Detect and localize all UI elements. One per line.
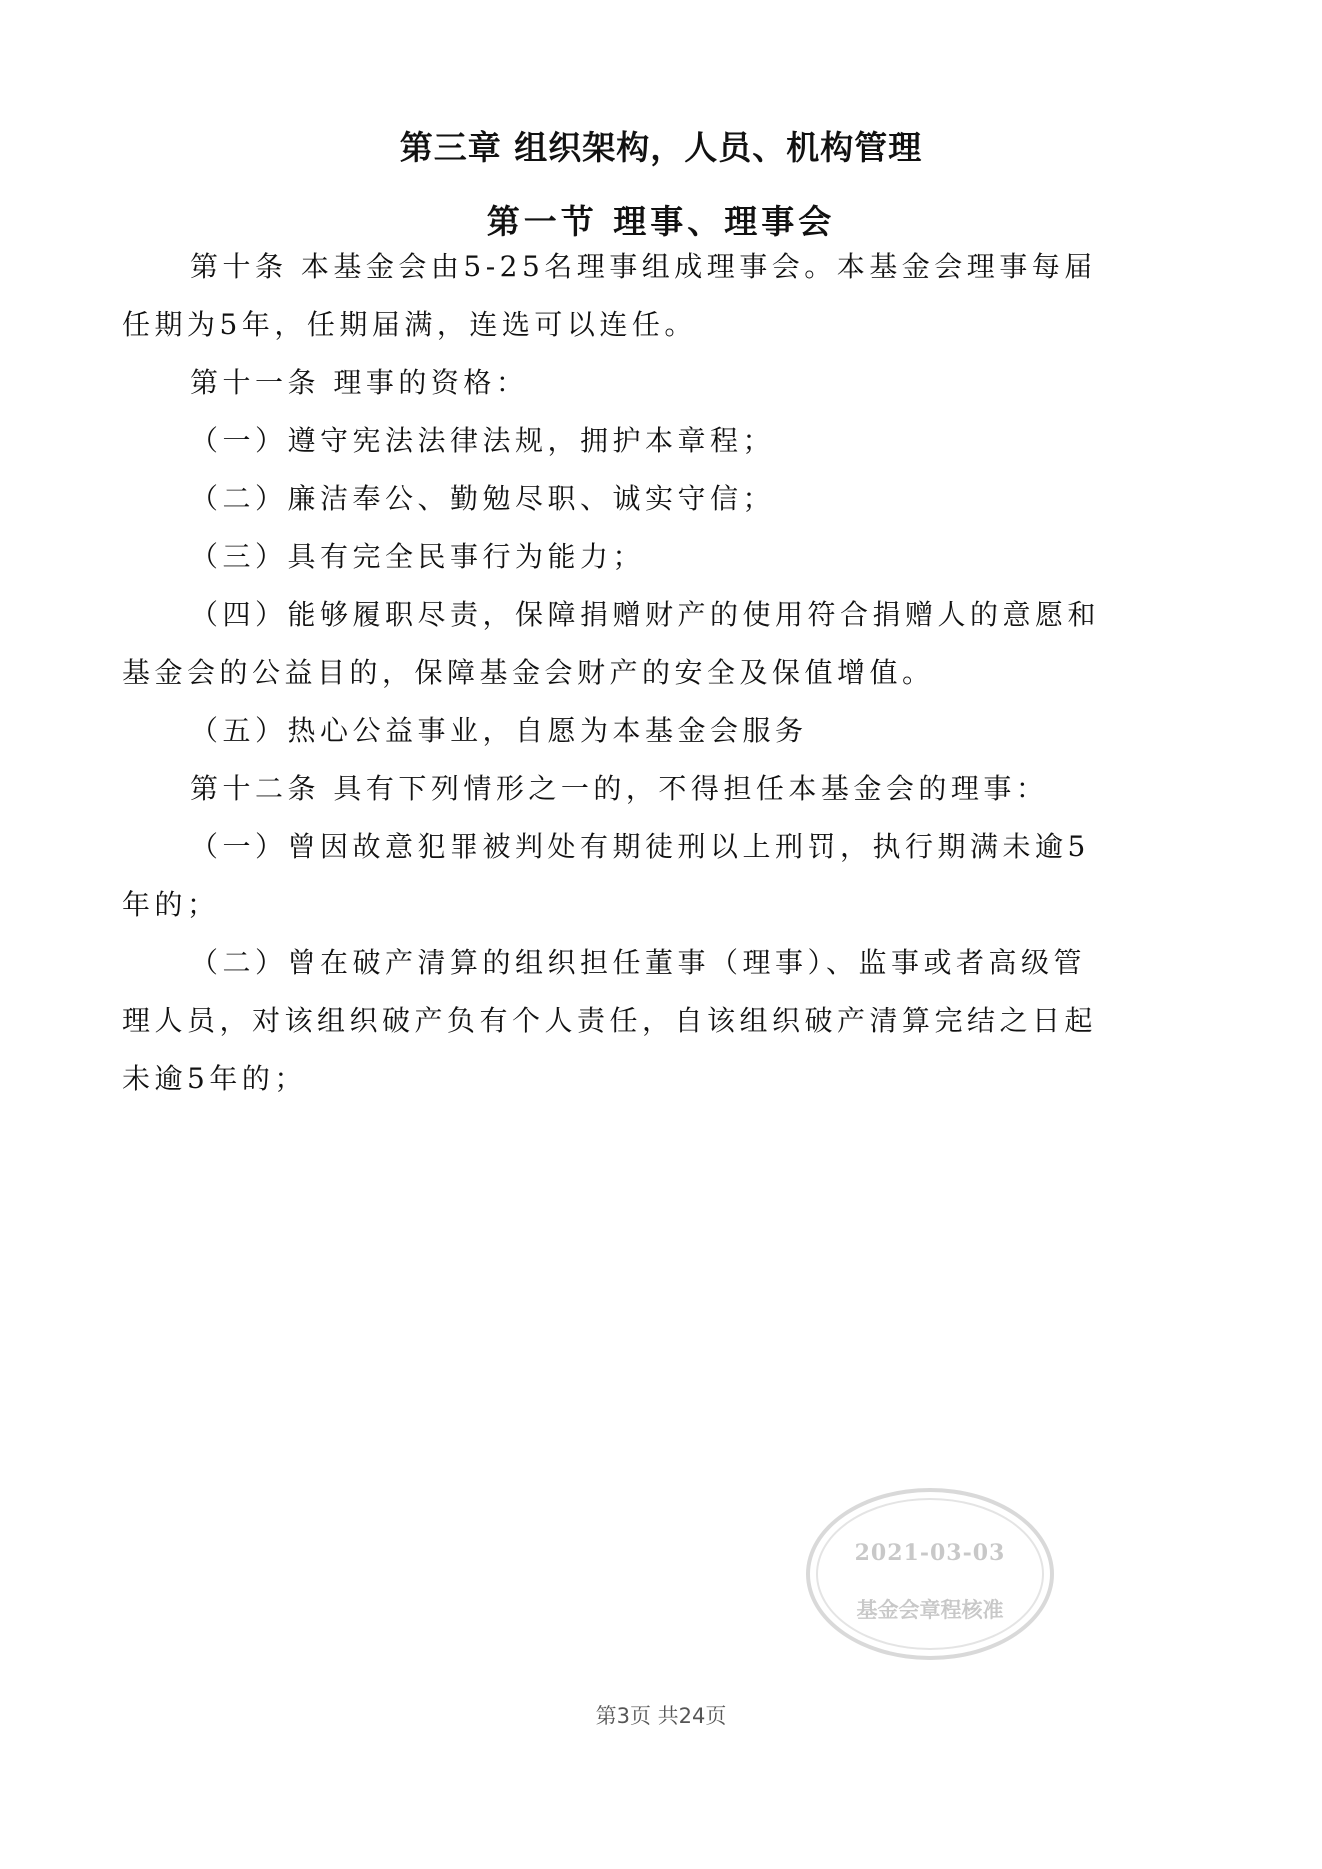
page-number: 第3页 共24页 bbox=[595, 1704, 727, 1728]
article-12: 第十二条 具有下列情形之一的，不得担任本基金会的理事： bbox=[190, 772, 1049, 805]
stamp-text: 基金会章程核准 bbox=[856, 1598, 1004, 1622]
article-11: 第十一条 理事的资格： bbox=[190, 366, 529, 399]
document-body bbox=[122, 238, 1107, 1108]
article-11-item-1: （一）遵守宪法法律法规，拥护本章程； bbox=[190, 424, 776, 457]
article-10: 第十条 本基金会由5-25名理事组成理事会。本基金会理事每届任期为5年，任期届满，连选可以连任。 bbox=[122, 250, 1097, 341]
article-11-item-3: （三）具有完全民事行为能力； bbox=[190, 540, 646, 573]
article-12-item-2: （二）曾在破产清算的组织担任董事（理事）、监事或者高级管理人员，对该组织破产负有个人责任，自该组织破产清算完结之日起未逾5年的； bbox=[122, 946, 1098, 1095]
article-12-item-1: （一）曾因故意犯罪被判处有期徒刑以上刑罚，执行期满未逾5年的； bbox=[122, 830, 1090, 921]
stamp-inner-ring bbox=[816, 1498, 1044, 1650]
approval-stamp bbox=[806, 1488, 1054, 1660]
section-title: 第一节 理事、理事会 bbox=[486, 202, 836, 241]
chapter-title: 第三章 组织架构，人员、机构管理 bbox=[399, 128, 923, 167]
article-11-item-4: （四）能够履职尽责，保障捐赠财产的使用符合捐赠人的意愿和基金会的公益目的，保障基金会财产的安全及保值增值。 bbox=[122, 598, 1101, 689]
stamp-date: 2021-03-03 bbox=[854, 1540, 1006, 1566]
article-11-item-5: （五）热心公益事业，自愿为本基金会服务 bbox=[190, 714, 808, 747]
article-11-item-2: （二）廉洁奉公、勤勉尽职、诚实守信； bbox=[190, 482, 776, 515]
